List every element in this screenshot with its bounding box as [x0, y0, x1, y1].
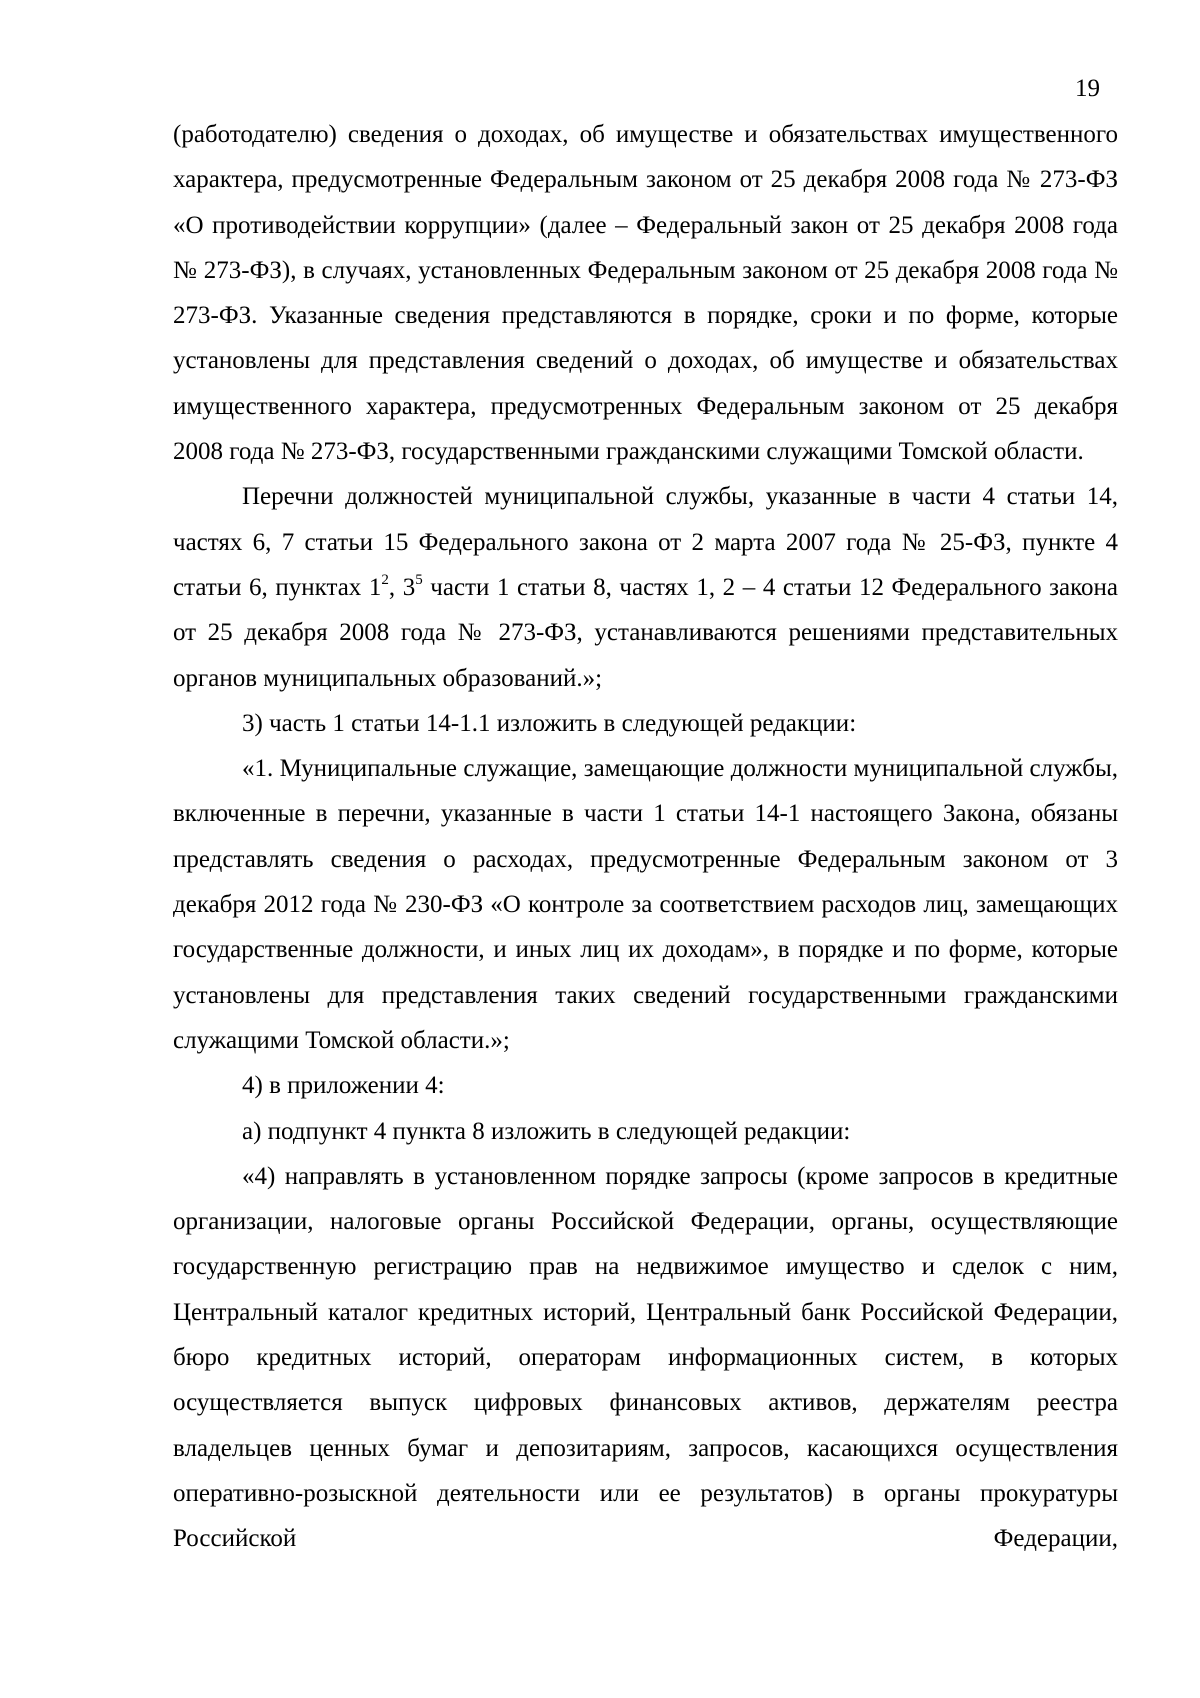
paragraph-quoted-subitem-4: «4) направлять в установленном порядке запросы (кроме запросов в кредитные организации, налоговые органы Российской Федерации, органы, осуществляющие государственную регистрацию прав на недвижимое имущество и сделок с ним, Центральный каталог кредитных историй, Центральный банк Российской Федерации, бюро кредитных историй, операторам информационных систем, в которых осуществляется выпуск цифровых финансовых активов, держателям реестра владельцев ценных бумаг и депозитариям, запросов, касающихся осуществления оперативно-розыскной деятельности или ее результатов) в органы прокуратуры Российской Федерации, — [173, 1162, 1118, 1553]
paragraph-text: Перечни должностей муниципальной службы, указанные в части 4 статьи 14, частях 6, 7 статьи 15 Федерального закона от 2 марта 2007 года № 25-ФЗ, пункте 4 статьи 6, пунктах 1 — [173, 483, 1118, 601]
paragraph-item-4: 4) в приложении 4: — [242, 1072, 445, 1100]
paragraph-item-3: 3) часть 1 статьи 14-1.1 изложить в следующей редакции: — [242, 709, 857, 737]
paragraph-quoted-part-1: «1. Муниципальные служащие, замещающие должности муниципальной службы, включенные в перечни, указанные в части 1 статьи 14-1 настоящего Закона, обязаны представлять сведения о расходах, предусмотренные Федеральным законом от 3 декабря 2012 года № 230-ФЗ «О контроле за соответствием расходов лиц, замещающих государственные должности, и иных лиц их доходам», в порядке и по форме, которые установлены для представления таких сведений государственными гражданскими служащими Томской области.»; — [173, 755, 1118, 1054]
paragraph-subitem-a: а) подпункт 4 пункта 8 изложить в следующей редакции: — [242, 1117, 851, 1145]
superscript: 5 — [415, 571, 423, 588]
paragraph-continuation: (работодателю) сведения о доходах, об имуществе и обязательствах имущественного характера, предусмотренные Федеральным законом от 25 декабря 2008 года № 273-ФЗ «О противодействии коррупции» (далее – Федеральный закон от 25 декабря 2008 года № 273-ФЗ), в случаях, установленных Федеральным законом от 25 декабря 2008 года № 273-ФЗ. Указанные сведения представляются в порядке, сроки и по форме, которые установлены для представления сведений о доходах, об имуществе и обязательствах имущественного характера, предусмотренных Федеральным законом от 25 декабря 2008 года № 273-ФЗ, государственными гражданскими служащими Томской области. — [173, 121, 1118, 466]
page-number: 19 — [1075, 75, 1100, 102]
paragraph-position-lists — [173, 474, 1118, 700]
paragraph-text: части 1 статьи 8, частях 1, 2 – 4 статьи 12 Федерального закона от 25 декабря 2008 года № 273-ФЗ, устанавливаются решениями представительных органов муниципальных образований.»; — [173, 573, 1118, 692]
superscript: 2 — [381, 571, 389, 588]
document-body — [173, 112, 1118, 1562]
paragraph-text: , 3 — [388, 573, 416, 601]
